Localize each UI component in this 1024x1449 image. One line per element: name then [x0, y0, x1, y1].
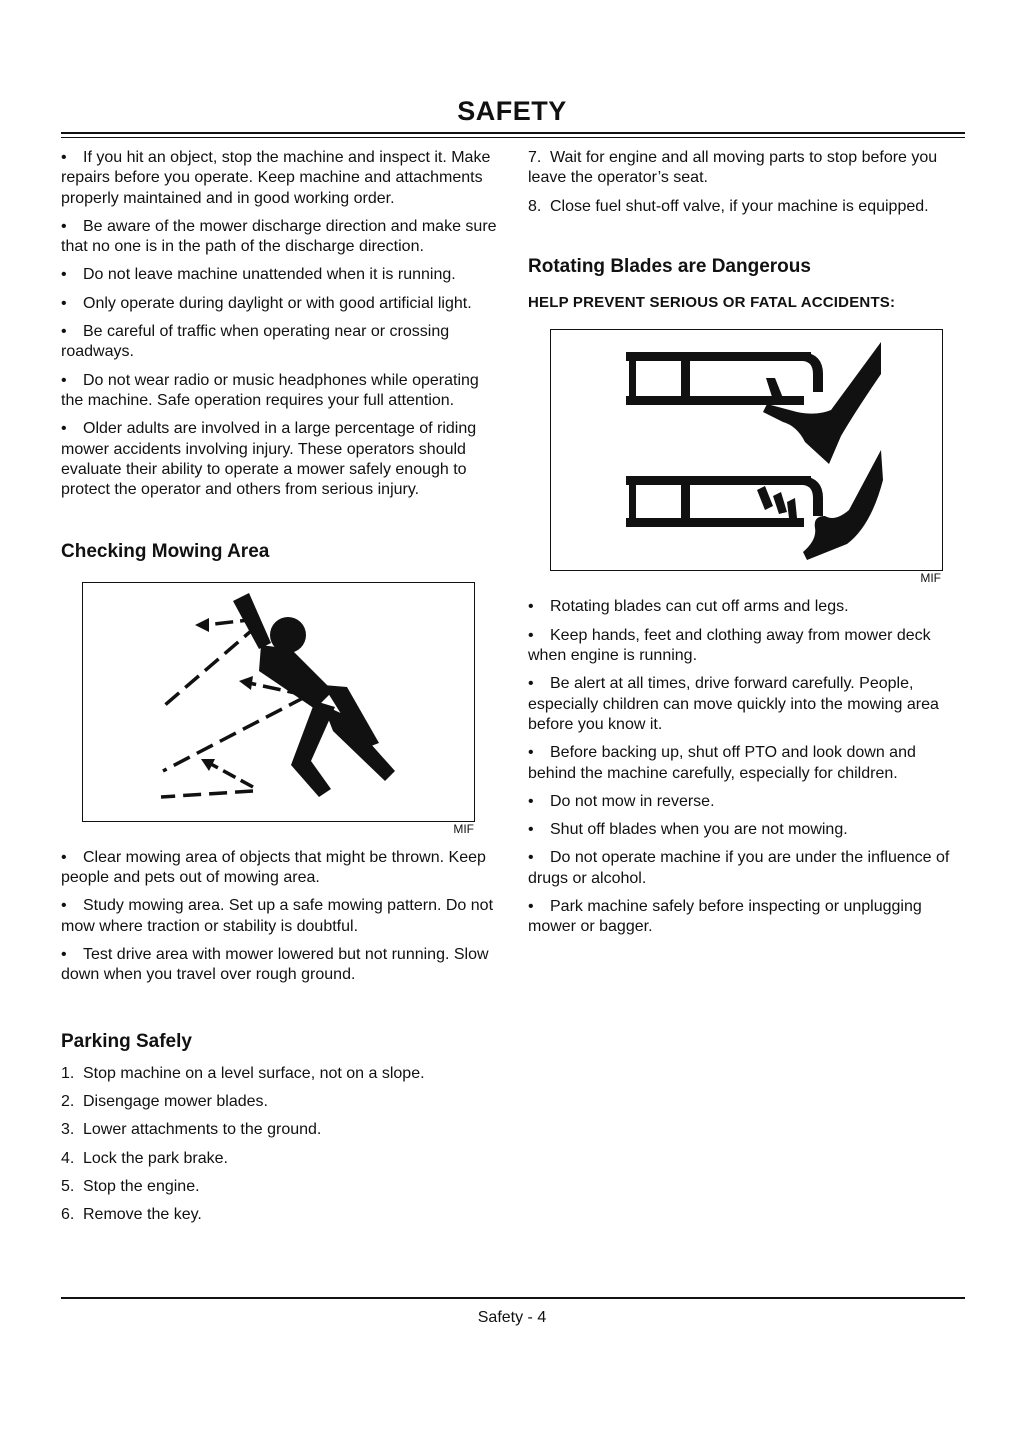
numbered-step: 4. Lock the park brake. — [61, 1149, 228, 1167]
page-title: SAFETY — [457, 96, 567, 126]
numbered-step: 7. Wait for engine and all moving parts to stop before you leave the operator’s seat. — [528, 149, 938, 187]
left-column — [61, 148, 501, 1234]
numbered-step: 5. Stop the engine. — [61, 1178, 200, 1196]
footer-rule — [61, 1297, 965, 1299]
list-item: • Shut off blades when you are not mowing. — [528, 821, 848, 839]
numbered-step: 8. Close fuel shut-off valve, if your machine is equipped. — [528, 197, 929, 215]
numbered-step: 2. Disengage mower blades. — [61, 1093, 268, 1111]
subheading-prevent-accidents: HELP PREVENT SERIOUS OR FATAL ACCIDENTS: — [528, 294, 896, 312]
list-item: • Be alert at all times, drive forward carefully. People, especially children can move quickly into the mowing area before you know it. — [528, 675, 939, 733]
list-item: • Rotating blades can cut off arms and legs. — [528, 598, 849, 616]
list-item: • Keep hands, feet and clothing away from mower deck when engine is running. — [528, 626, 931, 665]
page-footer: Safety - 4 — [477, 1309, 547, 1326]
list-item: • Before backing up, shut off PTO and look down and behind the machine carefully, especially for children. — [528, 744, 916, 782]
section-heading-mowing-area: Checking Mowing Area — [61, 541, 270, 563]
title-rule-thin — [61, 137, 965, 138]
list-item: • Do not leave machine unattended when it is running. — [61, 266, 456, 284]
rotating-blades-warning-figure — [550, 329, 943, 571]
section-heading-parking: Parking Safely — [61, 1030, 192, 1052]
numbered-step: 1. Stop machine on a level surface, not on a slope. — [61, 1064, 425, 1082]
section-heading-blades: Rotating Blades are Dangerous — [528, 255, 811, 277]
list-item: • Do not wear radio or music headphones while operating the machine. Safe operation requires your full attention. — [61, 371, 479, 409]
list-item: • Older adults are involved in a large percentage of riding mower accidents involving injury. These operators should evaluate their ability to operate a mower safely enough to protect the operator and others from serious injury. — [61, 420, 477, 499]
list-item: • If you hit an object, stop the machine and inspect it. Make repairs before you operate. Keep machine and attachments properly maintained and in good working order. — [61, 149, 491, 207]
list-item: • Be careful of traffic when operating near or crossing roadways. — [61, 323, 450, 361]
list-item: • Be aware of the mower discharge direction and make sure that no one is in the path of the discharge direction. — [61, 217, 497, 256]
figure-code: MIF — [453, 821, 474, 836]
list-item: • Study mowing area. Set up a safe mowing pattern. Do not mow where traction or stability is doubtful. — [61, 897, 494, 935]
list-item: • Only operate during daylight or with good artificial light. — [61, 294, 472, 312]
list-item: • Clear mowing area of objects that might be thrown. Keep people and pets out of mowing area. — [61, 848, 486, 887]
numbered-step: 3. Lower attachments to the ground. — [61, 1121, 322, 1139]
blade-hazard-icon — [551, 330, 942, 570]
thrown-object-icon — [83, 583, 474, 821]
figure-code: MIF — [920, 571, 941, 586]
list-item: • Do not mow in reverse. — [528, 792, 715, 810]
list-item: • Do not operate machine if you are under the influence of drugs or alcohol. — [528, 849, 950, 887]
list-item: • Park machine safely before inspecting or unplugging mower or bagger. — [528, 898, 922, 936]
numbered-step: 6. Remove the key. — [61, 1206, 202, 1224]
thrown-object-warning-figure — [82, 582, 475, 822]
right-column — [528, 148, 968, 946]
list-item: • Test drive area with mower lowered but not running. Slow down when you travel over rough ground. — [61, 945, 489, 984]
title-rule — [61, 132, 965, 134]
